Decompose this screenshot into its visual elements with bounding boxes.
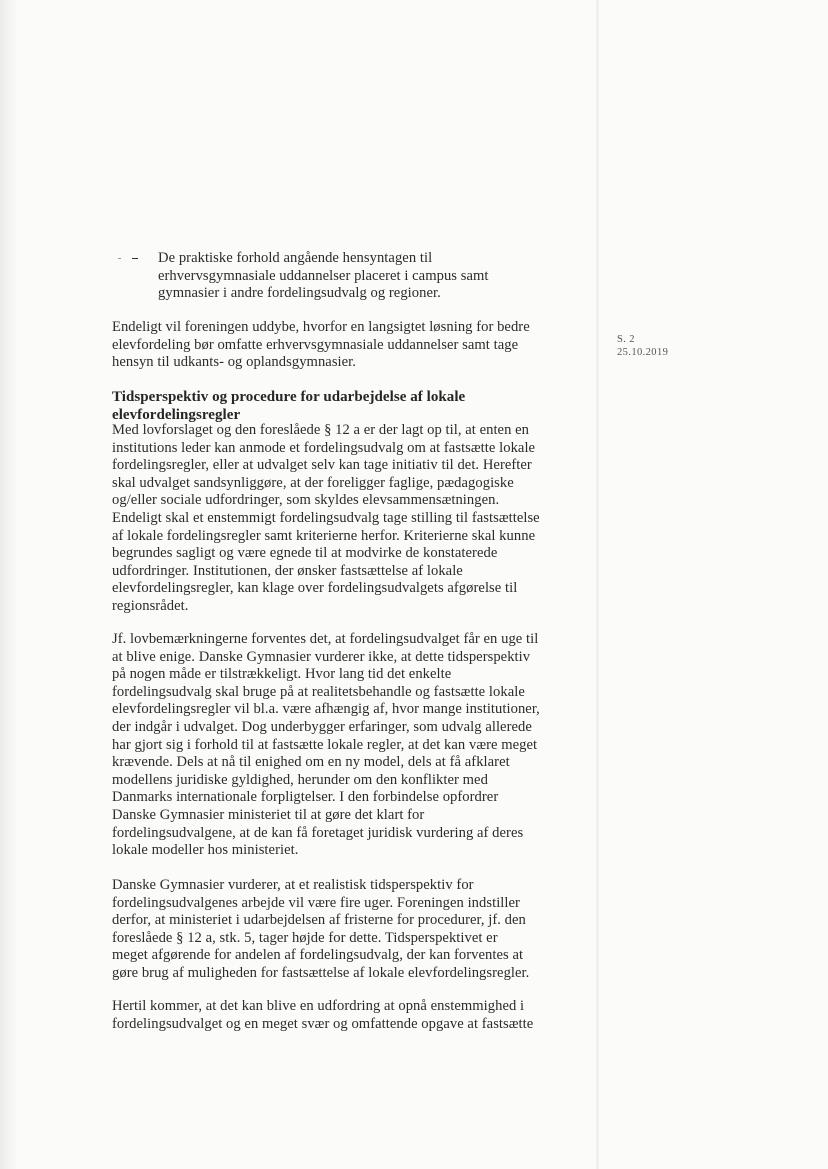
paragraph-procedure bbox=[112, 422, 540, 616]
paragraph-line: Med lovforslaget og den foreslåede § 12 a er der lagt op til, at enten en bbox=[112, 422, 529, 438]
paragraph-line: på nogen måde er tilstrækkeligt. Hvor lang tid det enkelte bbox=[112, 666, 452, 683]
paragraph-unanimity bbox=[112, 998, 533, 1033]
bullet-line: De praktiske forhold angående hensyntagen til bbox=[158, 250, 433, 266]
paragraph-line: fordelingsudvalg skal bruge på at realitetsbehandle og fastsætte lokale bbox=[112, 683, 525, 700]
heading-line: elevfordelingsregler bbox=[112, 406, 241, 423]
bullet-item bbox=[158, 250, 488, 303]
bullet-marker bbox=[118, 250, 132, 268]
paragraph-line: elevfordelingsregler, kan klage over fordelingsudvalgets afgørelse til bbox=[112, 580, 518, 597]
paragraph-line: Danske Gymnasier vurderer, at et realistisk tidsperspektiv for bbox=[112, 877, 474, 893]
heading-line: Tidsperspektiv og procedure for udarbejdelse af lokale bbox=[112, 389, 466, 405]
paragraph-line: har gjort sig i forhold til at fastsætte lokale regler, at det kan være meget bbox=[112, 736, 538, 753]
paragraph-line: Danmarks internationale forpligtelser. I den forbindelse opfordrer bbox=[112, 789, 499, 806]
bullet-line: erhvervsgymnasiale uddannelser placeret i campus samt bbox=[158, 267, 489, 284]
paragraph-line: fordelingsregler, eller at udvalget selv kan tage initiativ til det. Herefter bbox=[112, 457, 532, 474]
section-heading bbox=[112, 389, 465, 424]
paragraph-line: begrundes sagligt og være egnede til at modvirke de konstaterede bbox=[112, 545, 498, 562]
paragraph-line: elevfordelingsregler vil bl.a. være afhængig af, hvor mange institutioner, bbox=[112, 701, 540, 718]
paragraph-line: modellens juridiske gyldighed, herunder om den konflikter med bbox=[112, 771, 488, 788]
paragraph-line: Hertil kommer, at det kan blive en udfordring at opnå enstemmighed i bbox=[112, 998, 525, 1014]
paragraph-line: at blive enige. Danske Gymnasier vurderer ikke, at dette tidsperspektiv bbox=[112, 648, 531, 665]
paragraph-line: institutions leder kan anmode et fordelingsudvalg om at fastsætte lokale bbox=[112, 439, 536, 456]
paragraph-line: fordelingsudvalgene, at de kan få foretaget juridisk vurdering af deres bbox=[112, 824, 524, 841]
scan-speck bbox=[118, 258, 121, 259]
paragraph-line: skal udvalget sandsynliggøre, at der foreligger faglige, pædagogiske bbox=[112, 474, 514, 491]
paragraph-line: Endeligt vil foreningen uddybe, hvorfor en langsigtet løsning for bedre bbox=[112, 319, 530, 335]
paragraph-line: Endeligt skal et enstemmigt fordelingsudvalg tage stilling til fastsættelse bbox=[112, 509, 540, 526]
paragraph-line: udfordringer. Institutionen, der ønsker fastsættelse af lokale bbox=[112, 562, 463, 579]
paragraph-line: der indgår i udvalget. Dog underbygger erfaringer, som udvalg allerede bbox=[112, 718, 532, 735]
scan-fold-line bbox=[596, 0, 599, 1169]
paragraph-line: meget afgørende for andelen af fordelingsudvalg, der kan forventes at bbox=[112, 947, 524, 964]
paragraph-line: af lokale fordelingsregler samt kriterierne herfor. Kriterierne skal kunne bbox=[112, 527, 536, 544]
paragraph-line: fordelingsudvalget og en meget svær og omfattende opgave at fastsætte bbox=[112, 1015, 534, 1032]
bullet-line: gymnasier i andre fordelingsudvalg og regioner. bbox=[158, 285, 441, 302]
page-number: S. 2 bbox=[617, 334, 635, 345]
document-date: 25.10.2019 bbox=[617, 347, 669, 358]
paragraph-line: foreslåede § 12 a, stk. 5, tager højde for dette. Tidsperspektivet er bbox=[112, 929, 498, 946]
paragraph-line: Danske Gymnasier ministeriet til at gøre det klart for bbox=[112, 806, 425, 823]
paragraph-conclusion bbox=[112, 319, 530, 372]
paragraph-timeframe bbox=[112, 631, 540, 860]
paragraph-line: fordelingsudvalgenes arbejde vil være fire uger. Foreningen indstiller bbox=[112, 894, 520, 911]
paragraph-line: derfor, at ministeriet i udarbejdelsen af fristerne for procedurer, jf. den bbox=[112, 912, 526, 929]
bullet-dash bbox=[132, 258, 138, 259]
paragraph-line: lokale modeller hos ministeriet. bbox=[112, 842, 299, 859]
paragraph-line: krævende. Dels at nå til enighed om en ny model, dels at få afklaret bbox=[112, 754, 510, 771]
paragraph-line: hensyn til udkants- og oplandsgymnasier. bbox=[112, 354, 356, 371]
paragraph-line: Jf. lovbemærkningerne forventes det, at fordelingsudvalget får en uge til bbox=[112, 631, 539, 647]
paragraph-line: regionsrådet. bbox=[112, 597, 189, 614]
paragraph-line: og/eller sociale udfordringer, som skyldes elevsammensætningen. bbox=[112, 492, 500, 509]
paragraph-line: gøre brug af muligheden for fastsættelse af lokale elevfordelingsregler. bbox=[112, 964, 530, 981]
paragraph-line: elevfordeling bør omfatte erhvervsgymnasiale uddannelser samt tage bbox=[112, 336, 519, 353]
paragraph-recommendation bbox=[112, 877, 529, 983]
scan-edge bbox=[0, 0, 18, 1169]
